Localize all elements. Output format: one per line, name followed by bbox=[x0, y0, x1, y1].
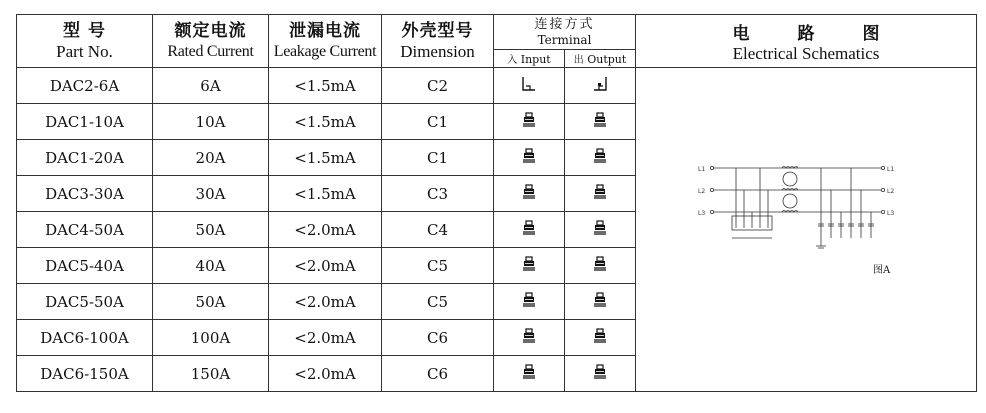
schematic-cell bbox=[636, 68, 977, 392]
dimension-cell: C6 bbox=[382, 320, 494, 356]
output-terminal-cell bbox=[565, 212, 636, 248]
part-no-cell: DAC1-20A bbox=[17, 140, 153, 176]
screw-terminal-icon bbox=[591, 111, 609, 129]
header-part-no-en: Part No. bbox=[56, 42, 113, 61]
input-terminal-cell bbox=[494, 176, 565, 212]
line-label-in: L1 bbox=[698, 166, 706, 173]
header-part-no-cn: 型 号 bbox=[63, 21, 106, 41]
dimension-cell: C5 bbox=[382, 248, 494, 284]
electrical-schematic-diagram bbox=[636, 68, 977, 368]
dimension-cell: C5 bbox=[382, 284, 494, 320]
rated-current-cell: 100A bbox=[153, 320, 269, 356]
output-terminal-cell bbox=[565, 320, 636, 356]
header-terminal-input: 入 Input bbox=[494, 50, 565, 68]
output-terminal-cell bbox=[565, 356, 636, 392]
output-terminal-cell bbox=[565, 284, 636, 320]
header-leakage-current-cn: 泄漏电流 bbox=[289, 21, 361, 41]
leakage-current-cell: <2.0mA bbox=[269, 320, 382, 356]
part-no-cell: DAC6-150A bbox=[17, 356, 153, 392]
input-terminal-cell bbox=[494, 356, 565, 392]
rated-current-cell: 50A bbox=[153, 284, 269, 320]
header-dimension-cn: 外壳型号 bbox=[401, 21, 474, 41]
table-row bbox=[17, 68, 977, 104]
screw-terminal-icon bbox=[591, 255, 609, 273]
header-terminal-en: Terminal bbox=[537, 33, 592, 47]
part-no-cell: DAC5-50A bbox=[17, 284, 153, 320]
header-dimension bbox=[382, 15, 494, 68]
header-dimension-en: Dimension bbox=[400, 42, 475, 61]
rated-current-cell: 6A bbox=[153, 68, 269, 104]
header-rated-current bbox=[153, 15, 269, 68]
rated-current-cell: 10A bbox=[153, 104, 269, 140]
tab-terminal-icon bbox=[520, 75, 538, 93]
leakage-current-cell: <2.0mA bbox=[269, 212, 382, 248]
rated-current-cell: 40A bbox=[153, 248, 269, 284]
output-terminal-cell bbox=[565, 104, 636, 140]
leakage-current-cell: <1.5mA bbox=[269, 140, 382, 176]
rated-current-cell: 30A bbox=[153, 176, 269, 212]
part-no-cell: DAC1-10A bbox=[17, 104, 153, 140]
part-no-cell: DAC3-30A bbox=[17, 176, 153, 212]
leakage-current-cell: <1.5mA bbox=[269, 104, 382, 140]
header-schematic-cn: 电 路 图 bbox=[732, 23, 880, 44]
dimension-cell: C6 bbox=[382, 356, 494, 392]
dimension-cell: C1 bbox=[382, 140, 494, 176]
screw-terminal-icon bbox=[591, 363, 609, 381]
dimension-cell: C2 bbox=[382, 68, 494, 104]
screw-terminal-icon bbox=[520, 219, 538, 237]
leakage-current-cell: <1.5mA bbox=[269, 68, 382, 104]
input-terminal-cell bbox=[494, 104, 565, 140]
output-terminal-cell bbox=[565, 140, 636, 176]
output-terminal-cell bbox=[565, 68, 636, 104]
header-rated-current-en: Rated Current bbox=[167, 43, 254, 60]
header-schematic bbox=[636, 15, 977, 68]
header-rated-current-cn: 额定电流 bbox=[174, 21, 247, 41]
header-terminal-cn: 连接方式 bbox=[534, 17, 595, 32]
screw-terminal-icon bbox=[520, 147, 538, 165]
dimension-cell: C3 bbox=[382, 176, 494, 212]
header-leakage-current bbox=[269, 15, 382, 68]
screw-terminal-icon bbox=[591, 327, 609, 345]
input-terminal-cell bbox=[494, 68, 565, 104]
input-terminal-cell bbox=[494, 320, 565, 356]
line-label-out: L2 bbox=[887, 188, 895, 195]
screw-terminal-icon bbox=[520, 363, 538, 381]
input-terminal-cell bbox=[494, 284, 565, 320]
screw-terminal-icon bbox=[591, 183, 609, 201]
input-terminal-cell bbox=[494, 212, 565, 248]
output-terminal-cell bbox=[565, 176, 636, 212]
dimension-cell: C4 bbox=[382, 212, 494, 248]
screw-terminal-icon bbox=[520, 327, 538, 345]
screw-terminal-icon bbox=[591, 147, 609, 165]
part-no-cell: DAC2-6A bbox=[17, 68, 153, 104]
header-part-no bbox=[17, 15, 153, 68]
leakage-current-cell: <1.5mA bbox=[269, 176, 382, 212]
part-no-cell: DAC4-50A bbox=[17, 212, 153, 248]
spec-table bbox=[16, 14, 977, 392]
output-terminal-cell bbox=[565, 248, 636, 284]
leakage-current-cell: <2.0mA bbox=[269, 284, 382, 320]
line-label-out: L3 bbox=[887, 210, 895, 217]
header-terminal bbox=[494, 15, 636, 50]
part-no-cell: DAC6-100A bbox=[17, 320, 153, 356]
line-label-out: L1 bbox=[887, 166, 895, 173]
part-no-cell: DAC5-40A bbox=[17, 248, 153, 284]
screw-terminal-icon bbox=[520, 111, 538, 129]
header-terminal-output: 出 Output bbox=[565, 50, 636, 68]
header-leakage-current-en: Leakage Current bbox=[273, 43, 377, 60]
rated-current-cell: 150A bbox=[153, 356, 269, 392]
tab-terminal-icon bbox=[591, 75, 609, 93]
line-label-in: L2 bbox=[698, 188, 706, 195]
screw-terminal-icon bbox=[520, 255, 538, 273]
leakage-current-cell: <2.0mA bbox=[269, 248, 382, 284]
rated-current-cell: 50A bbox=[153, 212, 269, 248]
input-terminal-cell bbox=[494, 248, 565, 284]
screw-terminal-icon bbox=[520, 183, 538, 201]
header-schematic-en: Electrical Schematics bbox=[732, 43, 880, 63]
dimension-cell: C1 bbox=[382, 104, 494, 140]
screw-terminal-icon bbox=[591, 219, 609, 237]
rated-current-cell: 20A bbox=[153, 140, 269, 176]
line-label-in: L3 bbox=[698, 210, 706, 217]
screw-terminal-icon bbox=[591, 291, 609, 309]
screw-terminal-icon bbox=[520, 291, 538, 309]
figure-label: 图A bbox=[873, 265, 891, 276]
input-terminal-cell bbox=[494, 140, 565, 176]
leakage-current-cell: <2.0mA bbox=[269, 356, 382, 392]
